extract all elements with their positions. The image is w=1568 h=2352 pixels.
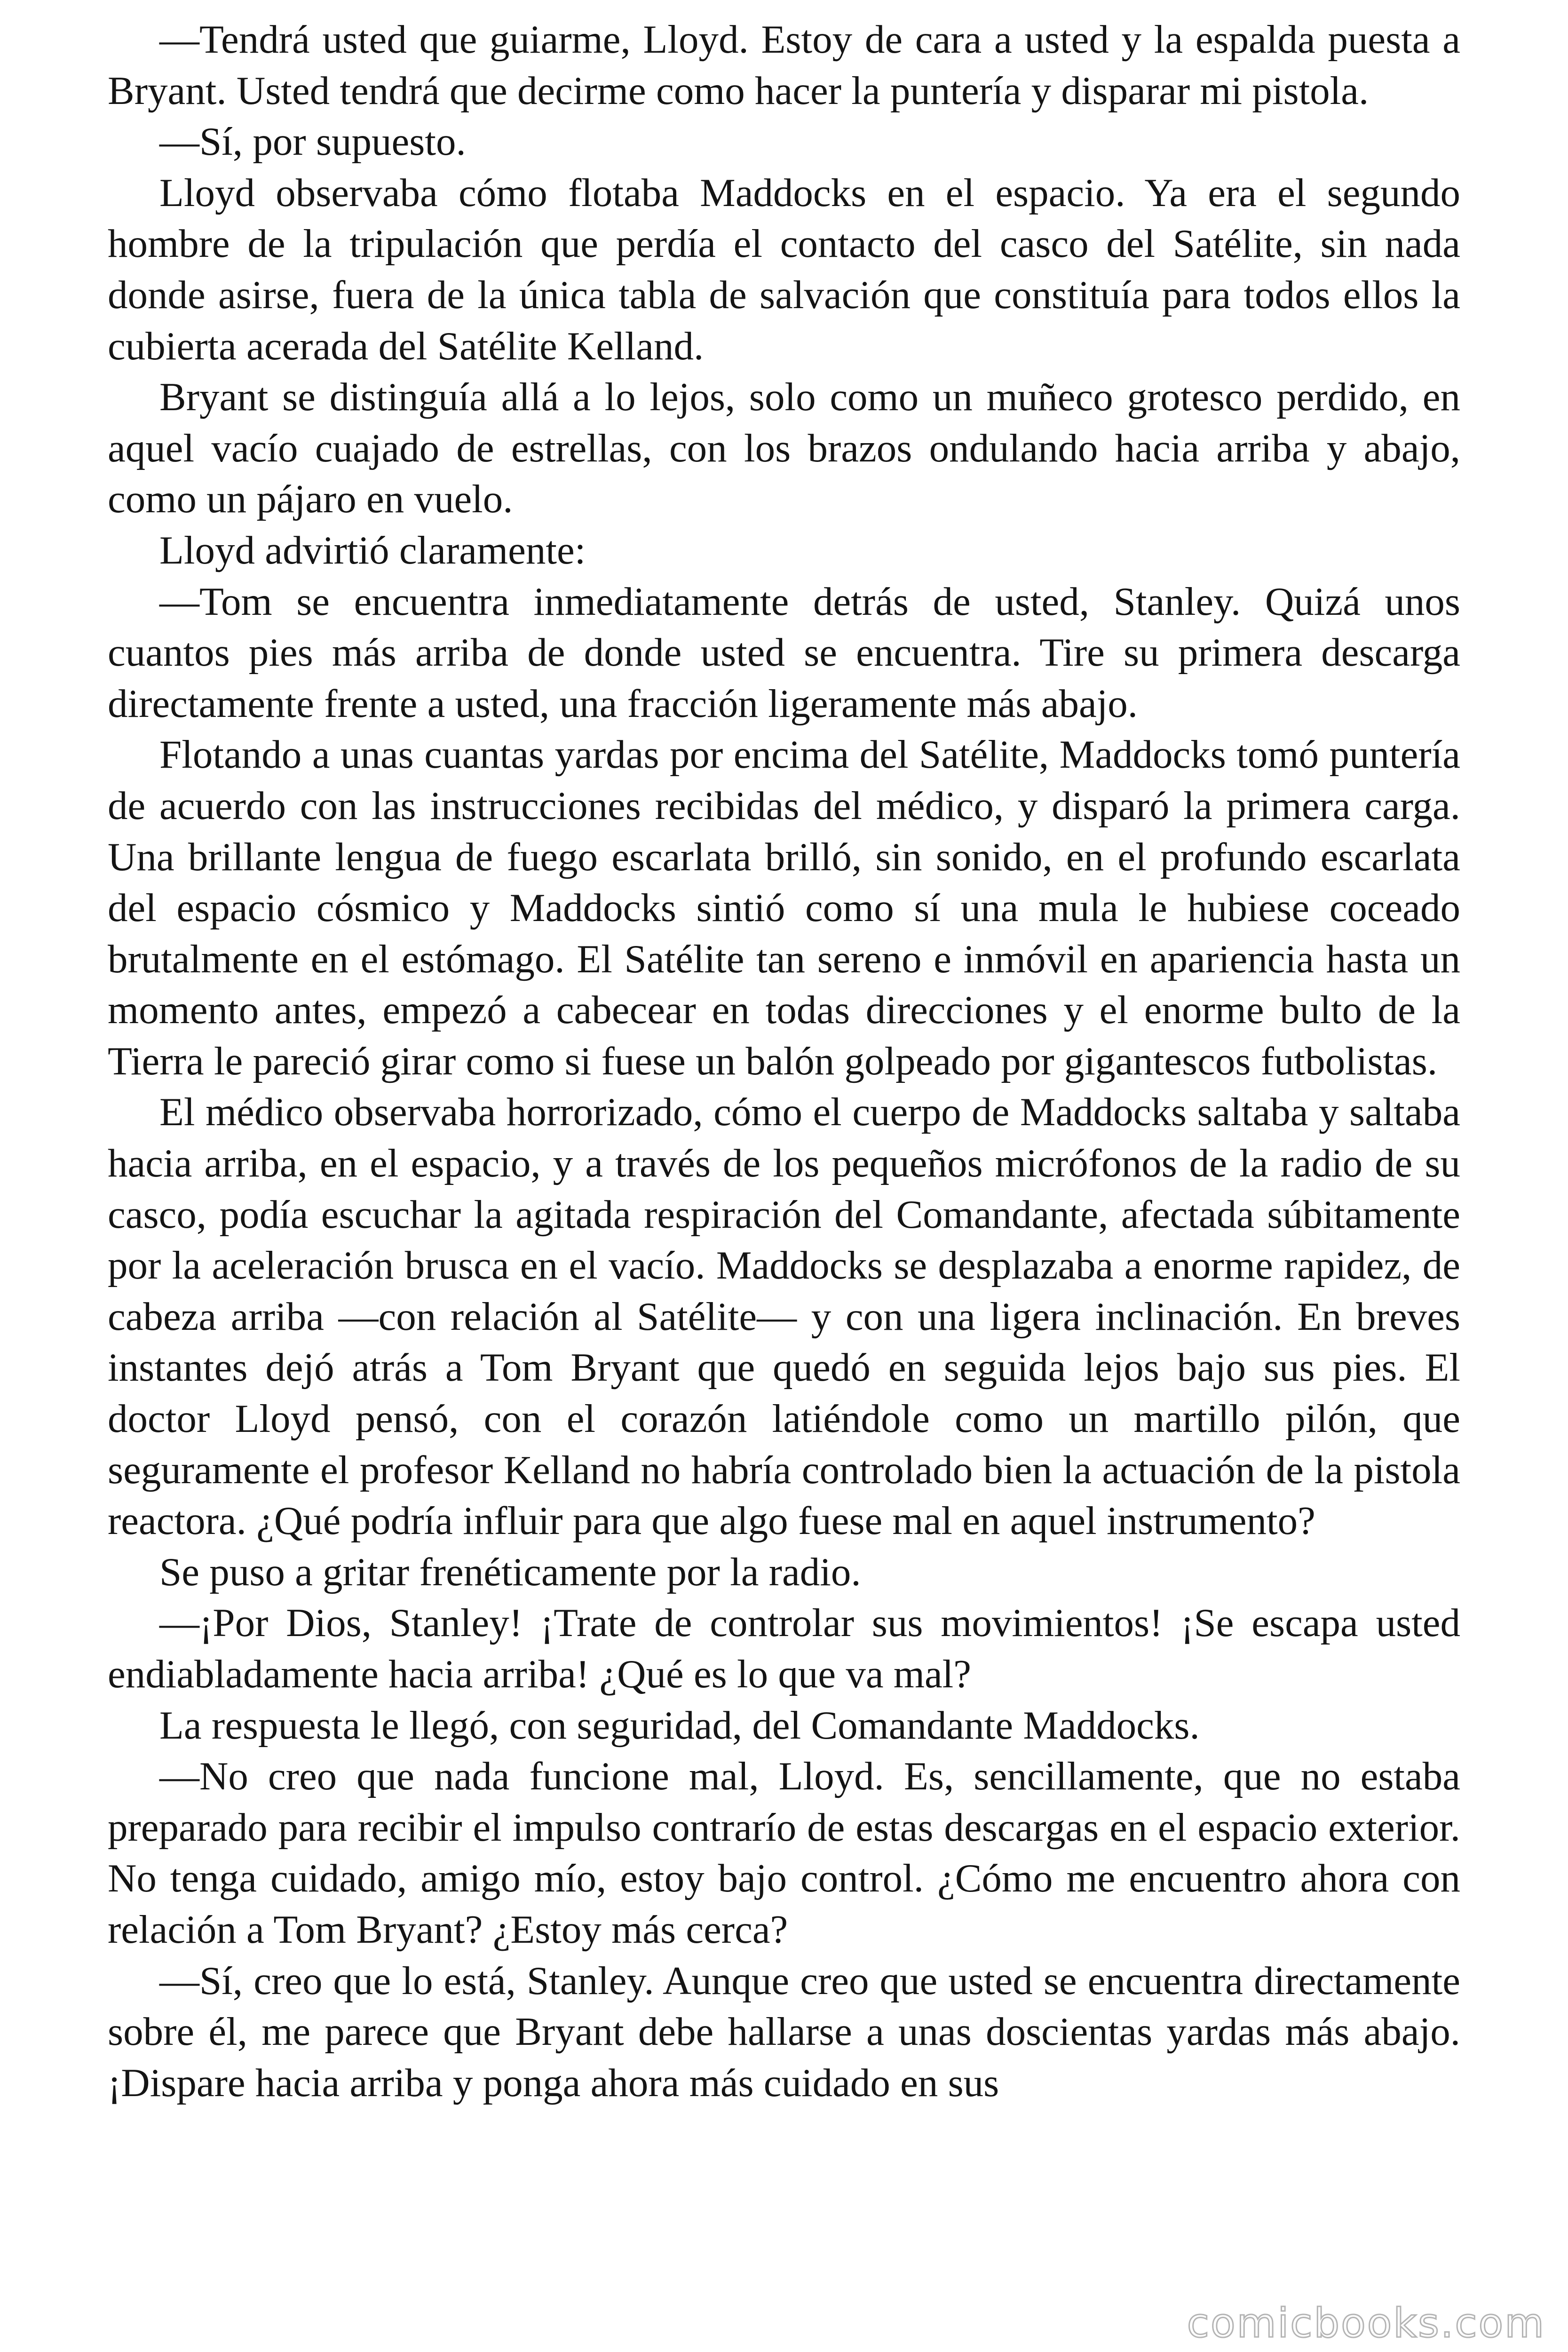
paragraph: —Tendrá usted que guiarme, Lloyd. Estoy de cara a usted y la espalda puesta a Bryant. Usted tendrá que decirme como hacer la puntería y disparar mi pistola. [108, 17, 1460, 113]
page-text [108, 14, 1460, 2108]
paragraph: Se puso a gritar frenéticamente por la radio. [159, 1549, 861, 1594]
paragraph: El médico observaba horrorizado, cómo el cuerpo de Maddocks saltaba y saltaba hacia arriba, en el espacio, y a través de los pequeños micrófonos de la radio de su casco, podía escuchar la agitada respiración del Comandante, afectada súbitamente por la aceleración brusca en el vacío. Maddocks se desplazaba a enorme rapidez, de cabeza arriba —con relación al Satélite— y con una ligera inclinación. En breves instantes dejó atrás a Tom Bryant que quedó en seguida lejos bajo sus pies. El doctor Lloyd pensó, con el corazón latiéndole como un martillo pilón, que seguramente el profesor Kelland no habría controlado bien la actuación de la pistola reactora. ¿Qué podría influir para que algo fuese mal en aquel instrumento? [108, 1090, 1460, 1543]
paragraph: Lloyd observaba cómo flotaba Maddocks en el espacio. Ya era el segundo hombre de la tripulación que perdía el contacto del casco del Satélite, sin nada donde asirse, fuera de la única tabla de salvación que constituía para todos ellos la cubierta acerada del Satélite Kelland. [108, 170, 1460, 368]
paragraph: —Sí, por supuesto. [159, 119, 466, 164]
watermark: comicbooks.com [1187, 2300, 1545, 2347]
paragraph: Bryant se distinguía allá a lo lejos, solo como un muñeco grotesco perdido, en aquel vacío cuajado de estrellas, con los brazos ondulando hacia arriba y abajo, como un pájaro en vuelo. [108, 375, 1460, 522]
paragraph: —Tom se encuentra inmediatamente detrás de usted, Stanley. Quizá unos cuantos pies más arriba de donde usted se encuentra. Tire su primera descarga directamente frente a usted, una fracción ligeramente más abajo. [108, 579, 1460, 726]
paragraph: Lloyd advirtió claramente: [159, 528, 586, 572]
paragraph: Flotando a unas cuantas yardas por encima del Satélite, Maddocks tomó puntería de acuerdo con las instrucciones recibidas del médico, y disparó la primera carga. Una brillante lengua de fuego escarlata brilló, sin sonido, en el profundo escarlata del espacio cósmico y Maddocks sintió como sí una mula le hubiese coceado brutalmente en el estómago. El Satélite tan sereno e inmóvil en apariencia hasta un momento antes, empezó a cabecear en todas direcciones y el enorme bulto de la Tierra le pareció girar como si fuese un balón golpeado por gigantescos futbolistas. [108, 732, 1460, 1083]
paragraph: La respuesta le llegó, con seguridad, del Comandante Maddocks. [159, 1703, 1200, 1748]
paragraph: —Sí, creo que lo está, Stanley. Aunque creo que usted se encuentra directamente sobre él, me parece que Bryant debe hallarse a unas doscientas yardas más abajo. ¡Dispare hacia arriba y ponga ahora más cuidado en sus [108, 1958, 1460, 2105]
paragraph: —No creo que nada funcione mal, Lloyd. Es, sencillamente, que no estaba preparado para recibir el impulso contrarío de estas descargas en el espacio exterior. No tenga cuidado, amigo mío, estoy bajo control. ¿Cómo me encuentro ahora con relación a Tom Bryant? ¿Estoy más cerca? [108, 1754, 1460, 1952]
paragraph: —¡Por Dios, Stanley! ¡Trate de controlar sus movimientos! ¡Se escapa usted endiabladamente hacia arriba! ¿Qué es lo que va mal? [108, 1601, 1460, 1696]
